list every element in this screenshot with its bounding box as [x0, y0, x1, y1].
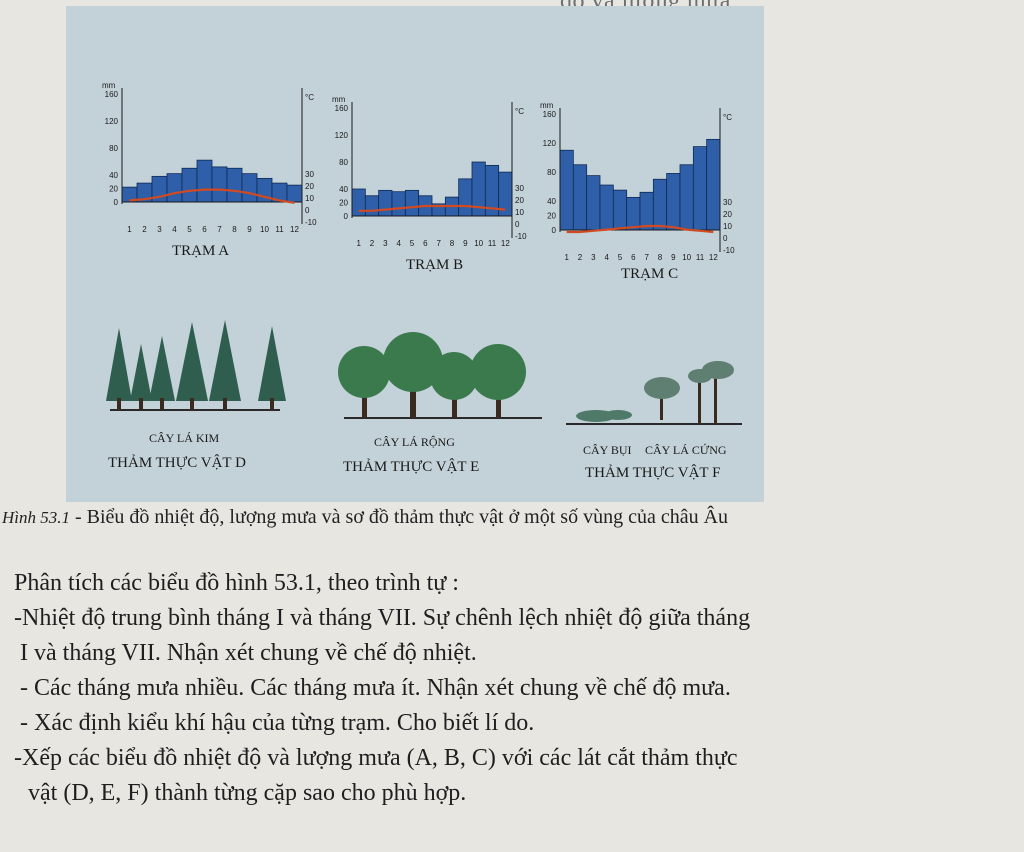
- right-tick-label: 30: [723, 198, 732, 207]
- x-tick-label: 9: [671, 253, 676, 262]
- rain-bar: [693, 147, 706, 230]
- rain-bar: [379, 190, 392, 216]
- x-tick-label: 2: [142, 225, 147, 234]
- left-tick-label: 160: [334, 104, 348, 113]
- rain-bar: [680, 165, 693, 230]
- right-tick-label: 0: [515, 220, 520, 229]
- x-tick-label: 9: [463, 239, 468, 248]
- rain-bar: [182, 168, 197, 202]
- veg-f-label-shrub: CÂY BỤI: [583, 443, 632, 457]
- x-tick-label: 3: [383, 239, 388, 248]
- x-tick-label: 5: [617, 253, 623, 262]
- x-tick-label: 4: [172, 225, 177, 234]
- x-tick-label: 7: [217, 225, 222, 234]
- x-tick-label: 1: [356, 239, 361, 248]
- rain-bar: [212, 167, 227, 202]
- right-tick-label: 10: [723, 222, 732, 231]
- x-tick-label: 7: [644, 253, 649, 262]
- x-tick-label: 5: [187, 225, 192, 234]
- left-tick-label: 20: [109, 184, 118, 194]
- x-tick-label: 4: [604, 253, 609, 262]
- vegetation-e-illustration: [338, 332, 542, 418]
- rain-bar: [640, 192, 653, 230]
- left-tick-label: 40: [547, 197, 556, 206]
- rain-bar: [197, 160, 212, 202]
- exercise-intro: Phân tích các biểu đồ hình 53.1, theo trình tự :: [14, 570, 459, 596]
- x-tick-label: 12: [708, 253, 718, 262]
- station-a-title: TRẠM A: [172, 243, 230, 259]
- x-tick-label: 5: [409, 239, 415, 248]
- right-tick-label: 30: [515, 184, 524, 193]
- left-tick-label: 120: [104, 117, 118, 126]
- x-tick-label: 1: [564, 253, 569, 262]
- rain-bar: [627, 197, 640, 230]
- right-unit-label: °C: [305, 93, 314, 102]
- exercise-line: vật (D, E, F) thành từng cặp sao cho phù hợp.: [28, 780, 467, 806]
- x-tick-label: 8: [449, 239, 455, 248]
- left-tick-label: 120: [542, 139, 556, 148]
- right-tick-label: 30: [305, 170, 314, 179]
- x-tick-label: 2: [369, 239, 375, 248]
- x-tick-label: 2: [577, 253, 583, 262]
- right-tick-label: 10: [305, 194, 314, 203]
- x-tick-label: 3: [591, 253, 596, 262]
- veg-d-title: THẢM THỰC VẬT D: [108, 455, 246, 471]
- left-unit-label: mm: [540, 101, 554, 110]
- rain-bar: [573, 165, 586, 230]
- rain-bar: [392, 192, 405, 216]
- rain-bar: [227, 168, 242, 202]
- exercise-line: I và tháng VII. Nhận xét chung về chế độ nhiệt.: [20, 640, 477, 666]
- left-tick-label: 80: [547, 168, 556, 177]
- rain-bar: [287, 185, 302, 202]
- station-c-title: TRẠM C: [621, 266, 679, 282]
- x-tick-label: 12: [500, 239, 510, 248]
- chart-station-b: [332, 95, 527, 248]
- station-b-title: TRẠM B: [406, 257, 464, 273]
- left-tick-label: 80: [339, 158, 348, 167]
- x-tick-label: 4: [396, 239, 401, 248]
- right-tick-label: 20: [723, 210, 732, 219]
- rain-bar: [613, 190, 626, 230]
- veg-f-label-sclerophyll: CÂY LÁ CỨNG: [645, 443, 727, 457]
- x-tick-label: 8: [657, 253, 663, 262]
- exercise-line: - Xác định kiểu khí hậu của từng trạm. Cho biết lí do.: [20, 710, 535, 736]
- figure-svg: [66, 6, 764, 502]
- left-tick-label: 0: [343, 212, 348, 221]
- left-unit-label: mm: [332, 95, 346, 104]
- x-tick-label: 10: [682, 253, 692, 262]
- left-tick-label: 0: [551, 226, 556, 235]
- left-tick-label: 80: [109, 144, 118, 153]
- rain-bar: [459, 179, 472, 216]
- right-tick-label: 20: [515, 196, 524, 205]
- x-tick-label: 6: [202, 225, 207, 234]
- x-tick-label: 7: [436, 239, 441, 248]
- rain-bar: [600, 185, 613, 230]
- x-tick-label: 3: [157, 225, 162, 234]
- right-tick-label: 20: [305, 182, 314, 191]
- x-tick-label: 11: [275, 225, 284, 234]
- veg-f-title: THẢM THỰC VẬT F: [585, 465, 721, 481]
- rain-bar: [167, 174, 182, 202]
- figure-caption: [2, 506, 982, 529]
- left-tick-label: 40: [109, 171, 118, 180]
- x-tick-label: 10: [260, 225, 269, 234]
- left-tick-label: 20: [547, 211, 556, 221]
- x-tick-label: 6: [423, 239, 428, 248]
- left-tick-label: 0: [113, 198, 118, 207]
- x-tick-label: 9: [247, 225, 252, 234]
- left-tick-label: 120: [334, 131, 348, 140]
- rain-bar: [352, 189, 365, 216]
- x-tick-label: 10: [474, 239, 484, 248]
- exercise-line: - Các tháng mưa nhiều. Các tháng mưa ít. Nhận xét chung về chế độ mưa.: [20, 675, 731, 701]
- chart-station-a: [102, 81, 317, 234]
- right-tick-label: -10: [515, 232, 527, 241]
- right-unit-label: °C: [515, 107, 524, 116]
- left-tick-label: 160: [542, 110, 556, 119]
- x-tick-label: 12: [290, 225, 299, 234]
- veg-d-label: CÂY LÁ KIM: [149, 431, 220, 445]
- right-tick-label: 0: [305, 206, 310, 215]
- left-tick-label: 20: [339, 198, 348, 208]
- rain-bar: [405, 190, 418, 216]
- x-tick-label: 1: [127, 225, 132, 234]
- rain-bar: [707, 139, 720, 230]
- caption-text: - Biểu đồ nhiệt độ, lượng mưa và sơ đồ thảm thực vật ở một số vùng của châu Âu: [70, 506, 729, 528]
- veg-e-title: THẢM THỰC VẬT E: [343, 459, 480, 475]
- veg-e-label: CÂY LÁ RỘNG: [374, 435, 455, 449]
- right-unit-label: °C: [723, 113, 732, 122]
- right-tick-label: -10: [305, 218, 317, 227]
- right-tick-label: -10: [723, 246, 735, 255]
- x-tick-label: 8: [232, 225, 237, 234]
- rain-bar: [365, 196, 378, 216]
- left-tick-label: 160: [104, 90, 118, 99]
- rain-bar: [242, 174, 257, 202]
- left-unit-label: mm: [102, 81, 116, 90]
- exercise-text: [14, 566, 974, 811]
- x-tick-label: 11: [487, 239, 497, 248]
- vegetation-d-illustration: [106, 320, 286, 410]
- caption-prefix: Hình 53.1: [2, 508, 70, 527]
- rain-bar: [667, 173, 680, 230]
- chart-station-c: [540, 101, 735, 262]
- left-tick-label: 40: [339, 185, 348, 194]
- vegetation-f-illustration: [566, 361, 742, 424]
- right-tick-label: 0: [723, 234, 728, 243]
- rain-bar: [560, 150, 573, 230]
- figure-panel: [66, 6, 764, 502]
- right-tick-label: 10: [515, 208, 524, 217]
- rain-bar: [587, 176, 600, 230]
- exercise-line: -Xếp các biểu đồ nhiệt độ và lượng mưa (A, B, C) với các lát cắt thảm thực: [14, 745, 738, 771]
- rain-bar: [653, 179, 666, 230]
- exercise-line: -Nhiệt độ trung bình tháng I và tháng VII. Sự chênh lệch nhiệt độ giữa tháng: [14, 605, 751, 631]
- x-tick-label: 6: [631, 253, 636, 262]
- x-tick-label: 11: [695, 253, 705, 262]
